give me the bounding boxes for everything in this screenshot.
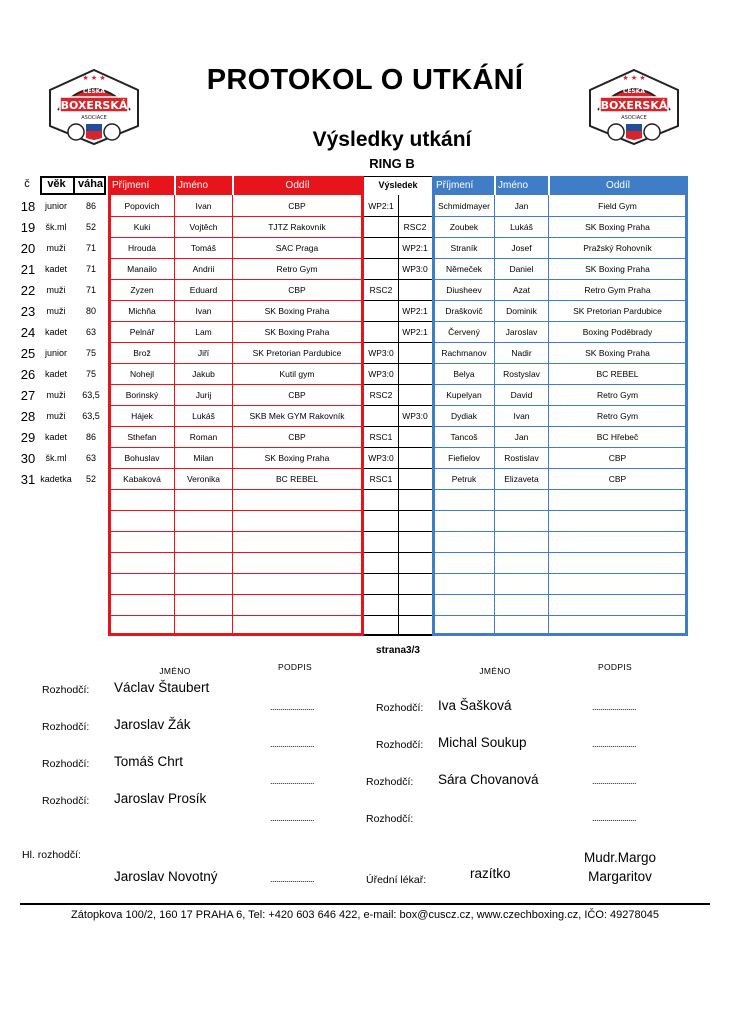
age-category: šk.ml <box>45 453 67 463</box>
weight-class: 80 <box>85 306 96 316</box>
result-blue <box>398 343 432 364</box>
weight-class: 63,5 <box>82 390 100 400</box>
red-club: SK Boxing Praha <box>264 327 330 337</box>
result-blue <box>398 364 432 385</box>
blue-club: SK Boxing Praha <box>585 348 650 358</box>
row-line <box>364 510 432 511</box>
judge-label: Rozhodčí: <box>42 758 90 770</box>
bout-number: 22 <box>20 283 36 298</box>
row-line <box>432 531 688 532</box>
row-line <box>432 573 688 574</box>
red-club: CBP <box>288 390 306 400</box>
logo-text-3: ASOCIACE <box>621 115 647 121</box>
age-category: muži <box>46 306 66 316</box>
red-surname: Hrouda <box>128 243 156 253</box>
blue-surname: Schmidmayer <box>438 201 490 211</box>
blue-surname: Dydiak <box>451 411 477 421</box>
result-red <box>364 238 398 259</box>
weight-class: 71 <box>85 243 96 253</box>
blue-club: Retro Gym Praha <box>584 285 651 295</box>
signature-line: ...................... <box>592 776 637 786</box>
blue-first-name: Nadir <box>511 348 532 358</box>
blue-first-name: Rostyslav <box>503 369 540 379</box>
blue-surname: Tancoš <box>450 432 478 442</box>
blue-club: BC REBEL <box>596 369 639 379</box>
judge-name: Iva Šašková <box>438 698 512 713</box>
col-sign-header-right: PODPIS <box>598 662 632 672</box>
result-red: WP3:0 <box>368 453 394 463</box>
age-category: šk.ml <box>45 222 67 232</box>
bout-number: 28 <box>20 409 36 424</box>
blue-first-name: Josef <box>511 243 532 253</box>
result-red <box>364 301 398 322</box>
result-blue: RSC2 <box>403 222 427 232</box>
result-blue <box>398 448 432 469</box>
red-club: CBP <box>288 285 306 295</box>
bout-number: 30 <box>20 451 36 466</box>
header-red-club: Oddíl <box>285 180 310 191</box>
blue-club: Retro Gym <box>596 411 639 421</box>
bout-number: 18 <box>20 199 36 214</box>
age-category: kadet <box>44 327 68 337</box>
row-line <box>432 510 688 511</box>
judge-label: Rozhodčí: <box>376 702 424 714</box>
blue-first-name: Jan <box>514 201 529 211</box>
logo-text-1: ČESKÁ <box>82 88 106 95</box>
blue-club: SK Boxing Praha <box>585 222 650 232</box>
red-club: TJTZ Rakovník <box>268 222 326 232</box>
logo-text-3: ASOCIACE <box>81 115 107 121</box>
blue-first-name: Ivan <box>513 411 530 421</box>
signature-line: ...................... <box>270 776 315 786</box>
row-line <box>108 552 364 553</box>
result-blue <box>398 385 432 406</box>
bout-number: 27 <box>20 388 36 403</box>
header-blue-name: Jméno <box>498 180 529 191</box>
ring-label: RING B <box>369 156 415 171</box>
bout-number: 24 <box>20 325 36 340</box>
red-club: Kutil gym <box>279 369 315 379</box>
weight-class: 75 <box>85 348 96 358</box>
blue-club: Pražský Rohovník <box>583 243 652 253</box>
red-club: Retro Gym <box>276 264 318 274</box>
judge-name: Tomáš Chrt <box>114 754 184 769</box>
row-line <box>364 594 432 595</box>
signature-line: ...................... <box>270 874 315 884</box>
page-title: PROTOKOL O UTKÁNÍ <box>206 64 524 96</box>
judge-name: Michal Soukup <box>438 735 527 750</box>
red-first-name: Eduard <box>189 285 218 295</box>
age-category: kadet <box>44 432 68 442</box>
signature-line: ...................... <box>270 813 315 823</box>
age-category: muži <box>46 411 66 421</box>
bout-number: 31 <box>20 472 36 487</box>
blue-club: SK Pretorian Pardubice <box>573 306 662 316</box>
blue-first-name: Dominik <box>506 306 537 316</box>
blue-first-name: Lukáš <box>510 222 533 232</box>
judge-label: Rozhodčí: <box>366 776 414 788</box>
row-line <box>108 615 364 616</box>
result-blue: WP2:1 <box>402 243 428 253</box>
header-blue-surname: Příjmení <box>436 180 474 191</box>
weight-class: 86 <box>85 201 96 211</box>
header-result: Výsledek <box>378 180 418 190</box>
row-line <box>364 573 432 574</box>
result-blue: WP2:1 <box>402 327 428 337</box>
red-club: SK Boxing Praha <box>264 306 330 316</box>
blue-surname: Červený <box>448 327 480 337</box>
svg-text:★ ★ ★: ★ ★ ★ <box>82 74 106 82</box>
red-first-name: Lam <box>195 327 212 337</box>
red-first-name: Vojtěch <box>189 222 218 232</box>
blue-club: CBP <box>608 474 627 484</box>
blue-first-name: Azat <box>512 285 530 295</box>
red-club: BC REBEL <box>275 474 319 484</box>
judge-name: Václav Štaubert <box>114 680 210 695</box>
page-subtitle: Výsledky utkání <box>312 128 472 151</box>
red-surname: Bohuslav <box>124 453 160 463</box>
signature-line: ...................... <box>270 739 315 749</box>
row-line <box>108 510 364 511</box>
svg-text:★ ★ ★: ★ ★ ★ <box>622 74 646 82</box>
logo-text-1: ČESKÁ <box>622 88 646 95</box>
bout-number: 26 <box>20 367 36 382</box>
judge-name: Jaroslav Prosík <box>114 791 207 806</box>
blue-club: CBP <box>608 453 627 463</box>
result-red <box>364 259 398 280</box>
weight-class: 71 <box>85 285 96 295</box>
red-surname: Brož <box>133 348 151 358</box>
logo-text-2: BOXERSKÁ <box>60 99 128 112</box>
signature-line: ...................... <box>592 702 637 712</box>
result-red: WP3:0 <box>368 348 394 358</box>
result-red: WP3:0 <box>368 369 394 379</box>
red-surname: Borinský <box>125 390 159 400</box>
row-line <box>108 594 364 595</box>
blue-surname: Petruk <box>451 474 477 484</box>
blue-club: Retro Gym <box>596 390 639 400</box>
red-first-name: Ivan <box>195 201 212 211</box>
judge-name: Sára Chovanová <box>438 772 539 787</box>
result-red <box>364 406 398 427</box>
blue-club: SK Boxing Praha <box>585 264 650 274</box>
doctor-name-line1: Mudr.Margo <box>583 850 657 865</box>
result-blue: WP3:0 <box>402 264 428 274</box>
red-first-name: Jurij <box>195 390 212 400</box>
blue-surname: Rachmanov <box>441 348 487 358</box>
blue-first-name: Jaroslav <box>505 327 538 337</box>
blue-surname: Zoubek <box>449 222 479 232</box>
blue-surname: Belya <box>453 369 475 379</box>
red-first-name: Roman <box>189 432 218 442</box>
weight-class: 75 <box>85 369 96 379</box>
row-line <box>432 594 688 595</box>
row-line <box>432 615 688 616</box>
red-first-name: Milan <box>193 453 214 463</box>
bout-number: 29 <box>20 430 36 445</box>
red-surname: Pelnář <box>129 327 155 337</box>
age-category: muži <box>46 243 66 253</box>
blue-first-name: Elizaveta <box>504 474 539 484</box>
result-red <box>364 322 398 343</box>
red-surname: Zyzen <box>130 285 154 295</box>
signature-line: ...................... <box>270 702 315 712</box>
red-club: CBP <box>288 201 306 211</box>
age-category: kadet <box>44 264 68 274</box>
blue-surname: Kupelyan <box>446 390 482 400</box>
result-red: RSC2 <box>369 390 393 400</box>
signature-line: ...................... <box>592 813 637 823</box>
bout-number: 23 <box>20 304 36 319</box>
red-first-name: Jakub <box>192 369 215 379</box>
blue-first-name: Rostislav <box>504 453 539 463</box>
red-club: SAC Praga <box>275 243 319 253</box>
red-first-name: Lukáš <box>192 411 215 421</box>
footer-contact: Zátopkova 100/2, 160 17 PRAHA 6, Tel: +420 603 646 422, e-mail: box@cuscz.cz, www.czechboxing.cz, IČO: 49278045 <box>71 909 659 921</box>
result-red <box>364 217 398 238</box>
header-age: věk <box>47 178 66 190</box>
red-first-name: Veronika <box>186 474 221 484</box>
blue-first-name: Jan <box>514 432 529 442</box>
doctor-name-line2: Margaritov <box>588 869 652 884</box>
weight-class: 52 <box>85 474 96 484</box>
judge-label: Rozhodčí: <box>42 795 90 807</box>
blue-first-name: David <box>510 390 533 400</box>
result-blue: WP2:1 <box>402 306 428 316</box>
red-first-name: Andrii <box>192 264 215 274</box>
judge-label: Rozhodčí: <box>376 739 424 751</box>
footer-divider <box>20 903 710 905</box>
result-blue <box>398 469 432 490</box>
age-category: junior <box>44 201 67 211</box>
red-surname: Kuki <box>133 222 151 232</box>
col-name-header-right: JMÉNO <box>479 666 511 676</box>
header-weight: váha <box>77 178 104 190</box>
blue-first-name: Daniel <box>509 264 534 274</box>
weight-class: 52 <box>85 222 96 232</box>
row-line <box>108 573 364 574</box>
result-red: RSC1 <box>369 432 393 442</box>
red-surname: Kabaková <box>123 474 161 484</box>
judge-label: Rozhodčí: <box>42 684 90 696</box>
blue-surname: Fiefielov <box>448 453 480 463</box>
weight-class: 71 <box>85 264 96 274</box>
red-surname: Manailo <box>127 264 157 274</box>
bout-number: 25 <box>20 346 36 361</box>
page-number: strana3/3 <box>376 645 420 656</box>
result-red: RSC1 <box>369 474 393 484</box>
result-blue <box>398 280 432 301</box>
row-line <box>432 552 688 553</box>
blue-surname: Diusheev <box>446 285 482 295</box>
doctor-label: Úřední lékař: <box>366 874 427 886</box>
header-blue-club: Oddíl <box>606 180 630 191</box>
red-club: CBP <box>288 432 306 442</box>
head-judge-name: Jaroslav Novotný <box>114 869 218 884</box>
weight-class: 86 <box>85 432 96 442</box>
blue-surname: Němeček <box>446 264 482 274</box>
result-blue <box>398 196 432 217</box>
bout-number: 20 <box>20 241 36 256</box>
red-club: SK Boxing Praha <box>264 453 330 463</box>
blue-surname: Draškovič <box>445 306 483 316</box>
red-first-name: Jiří <box>197 348 210 358</box>
judge-label: Rozhodčí: <box>366 813 414 825</box>
red-first-name: Ivan <box>195 306 212 316</box>
age-category: kadetka <box>40 474 72 484</box>
age-category: muži <box>46 390 66 400</box>
red-surname: Popovich <box>124 201 160 211</box>
judge-name: Jaroslav Žák <box>114 717 191 732</box>
col-name-header-left: JMÉNO <box>159 666 191 676</box>
header-number: č <box>24 178 30 190</box>
header-red-name: Jméno <box>178 180 209 191</box>
weight-class: 63 <box>85 327 96 337</box>
red-first-name: Tomáš <box>190 243 217 253</box>
header-red-surname: Příjmení <box>112 180 150 191</box>
row-line <box>364 552 432 553</box>
bout-number: 21 <box>20 262 36 277</box>
col-sign-header-left: PODPIS <box>278 662 312 672</box>
blue-club: BC Hřebeč <box>596 432 639 442</box>
weight-class: 63,5 <box>82 411 100 421</box>
result-red: WP2:1 <box>368 201 394 211</box>
age-category: kadet <box>44 369 68 379</box>
result-blue <box>398 427 432 448</box>
red-surname: Hájek <box>131 411 153 421</box>
age-category: junior <box>44 348 67 358</box>
result-blue: WP3:0 <box>402 411 428 421</box>
red-surname: Sthefan <box>127 432 157 442</box>
logo-text-2: BOXERSKÁ <box>600 99 668 112</box>
row-line <box>364 531 432 532</box>
judge-label: Rozhodčí: <box>42 721 90 733</box>
age-category: muži <box>46 285 66 295</box>
red-club: SK Pretorian Pardubice <box>252 348 342 358</box>
blue-club: Field Gym <box>598 201 637 211</box>
weight-class: 63 <box>85 453 96 463</box>
stamp-label: razítko <box>470 866 511 881</box>
result-red: RSC2 <box>369 285 393 295</box>
red-club: SKB Mek GYM Rakovník <box>249 411 345 421</box>
red-surname: Michňa <box>128 306 156 316</box>
head-judge-label: Hl. rozhodčí: <box>22 849 81 861</box>
blue-club: Boxing Poděbrady <box>582 327 653 337</box>
blue-surname: Straník <box>450 243 478 253</box>
red-surname: Nohejl <box>129 369 155 379</box>
row-line <box>364 615 432 616</box>
row-line <box>108 531 364 532</box>
bout-number: 19 <box>20 220 36 235</box>
signature-line: ...................... <box>592 739 637 749</box>
